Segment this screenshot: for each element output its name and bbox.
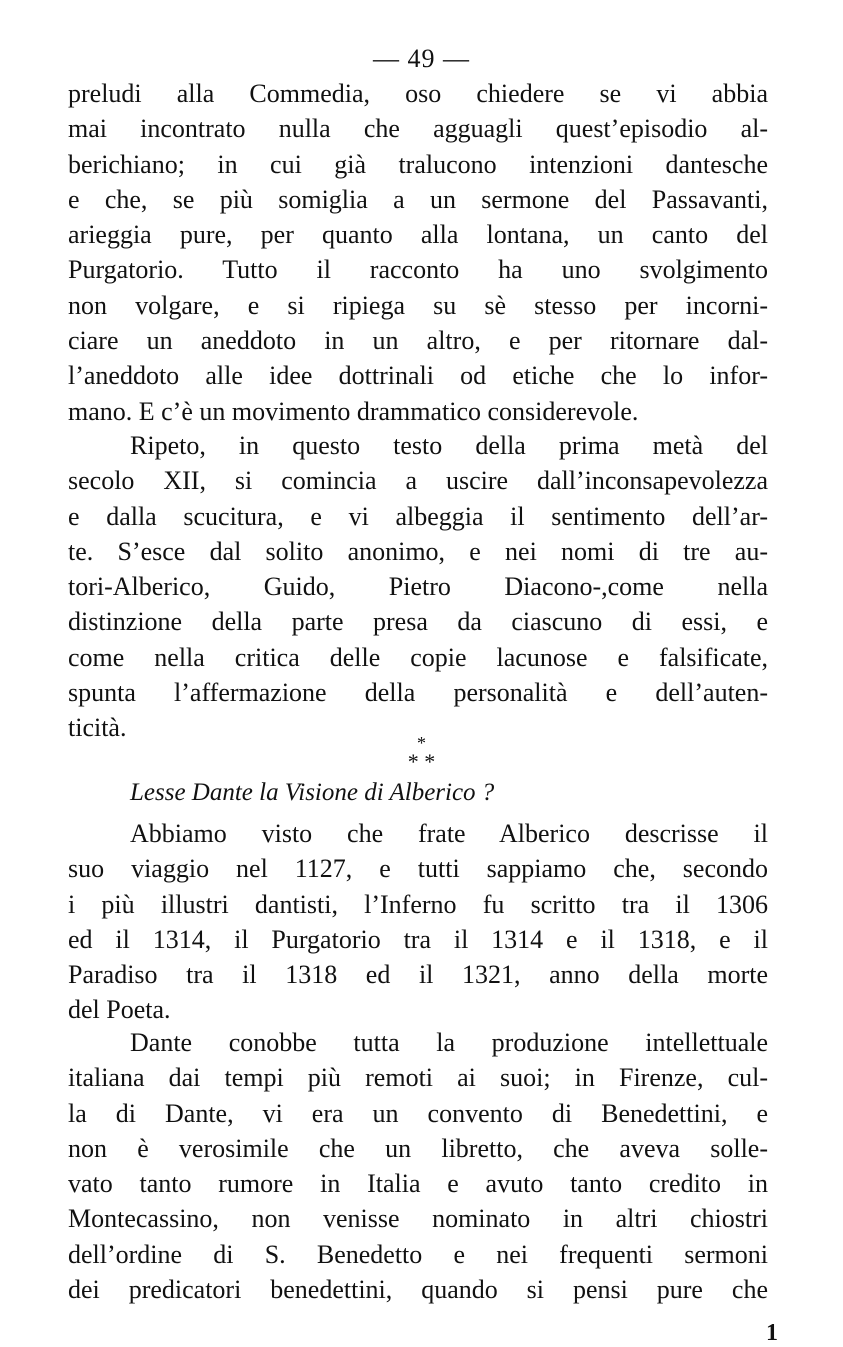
paragraph-4: [68, 1025, 768, 1307]
text-line: Paradiso tra il 1318 ed il 1321, anno della morte: [68, 960, 768, 990]
text-line: ticità.: [68, 713, 127, 743]
text-line: mano. E c’è un movimento drammatico considerevole.: [68, 396, 639, 426]
text-line: l’aneddoto alle idee dottrinali od etiche che lo infor-: [68, 361, 768, 391]
text-line: la di Dante, vi era un convento di Benedettini, e: [68, 1098, 768, 1128]
asterism-top: *: [417, 733, 426, 753]
text-line: Ripeto, in questo testo della prima metà del: [130, 431, 768, 460]
text-line: e che, se più somiglia a un sermone del Passavanti,: [68, 184, 768, 214]
asterism-bottom: * *: [407, 749, 436, 774]
text-line: i più illustri dantisti, l’Inferno fu scritto tra il 1306: [68, 889, 768, 919]
text-line: dell’ordine di S. Benedetto e nei frequenti sermoni: [68, 1239, 768, 1269]
text-line: distinzione della parte presa da ciascuno di essi, e: [68, 607, 768, 637]
page-number: — 49 —: [373, 44, 470, 73]
text-line: te. S’esce dal solito anonimo, e nei nomi di tre au-: [68, 536, 768, 566]
text-line: ciare un aneddoto in un altro, e per ritornare dal-: [68, 326, 768, 356]
section-divider-asterism: [0, 733, 843, 775]
margin-mark: 1: [766, 1320, 778, 1346]
text-line: del Poeta.: [68, 995, 171, 1025]
text-line: Abbiamo visto che frate Alberico descrisse il: [130, 819, 768, 848]
text-line: Purgatorio. Tutto il racconto ha uno svolgimento: [68, 255, 768, 285]
text-line: non volgare, e si ripiega su sè stesso per incorni-: [68, 290, 768, 320]
text-line: spunta l’affermazione della personalità e dell’auten-: [68, 678, 768, 708]
text-line: Montecassino, non venisse nominato in altri chiostri: [68, 1204, 768, 1234]
text-line: suo viaggio nel 1127, e tutti sappiamo che, secondo: [68, 854, 768, 884]
text-line: preludi alla Commedia, oso chiedere se vi abbia: [68, 79, 768, 108]
text-line: e dalla scucitura, e vi albeggia il sentimento dell’ar-: [68, 501, 768, 531]
text-line: secolo XII, si comincia a uscire dall’inconsapevolezza: [68, 466, 768, 496]
text-line: arieggia pure, per quanto alla lontana, un canto del: [68, 220, 768, 250]
text-line: ed il 1314, il Purgatorio tra il 1314 e il 1318, e il: [68, 924, 768, 954]
text-line: non è verosimile che un libretto, che aveva solle-: [68, 1133, 768, 1163]
text-line: mai incontrato nulla che agguagli quest’episodio al-: [68, 114, 768, 144]
paragraph-1: [68, 76, 768, 429]
text-line: vato tanto rumore in Italia e avuto tanto credito in: [68, 1169, 768, 1199]
paragraph-3: [68, 816, 768, 1028]
section-heading: Lesse Dante la Visione di Alberico ?: [130, 779, 495, 806]
paragraph-2: [68, 428, 768, 746]
text-line: berichiano; in cui già tralucono intenzioni dantesche: [68, 149, 768, 179]
text-line: tori-Alberico, Guido, Pietro Diacono-,come nella: [68, 572, 768, 602]
text-line: italiana dai tempi più remoti ai suoi; in Firenze, cul-: [68, 1063, 768, 1093]
text-line: Dante conobbe tutta la produzione intellettuale: [130, 1028, 768, 1057]
text-line: dei predicatori benedettini, quando si pensi pure che: [68, 1275, 768, 1305]
text-line: come nella critica delle copie lacunose e falsificate,: [68, 642, 768, 672]
